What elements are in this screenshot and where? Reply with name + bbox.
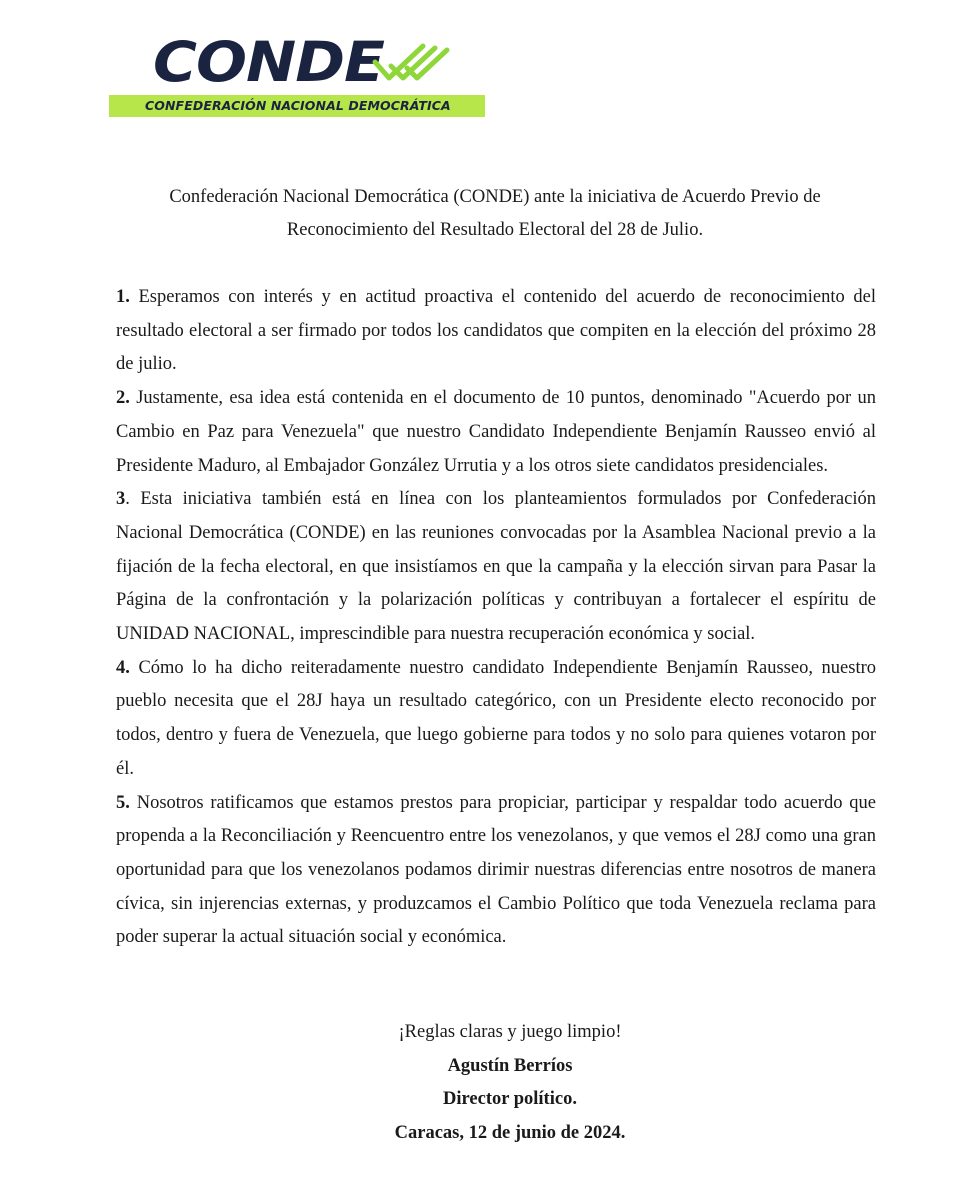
- point-text: Justamente, esa idea está contenida en el documento de 10 puntos, denominado "Acuerdo por un Cambio en Paz para Venezuela" que nuestro Candidato Independiente Benjamín Rausseo envió al Presidente Maduro, al Embajador González Urrutia y a los otros siete candidatos presidenciales.: [116, 388, 876, 476]
- double-check-icon: [371, 40, 455, 84]
- point-4: [116, 652, 876, 787]
- point-text: Cómo lo ha dicho reiteradamente nuestro candidato Independiente Benjamín Rausseo, nuestro pueblo necesita que el 28J haya un resultado categórico, con un Presidente electo reconocido por todos, dentro y fuera de Venezuela, que luego gobierne para todos y no solo para quienes votaron por él.: [116, 657, 876, 779]
- points-list: [116, 281, 876, 955]
- logo-subtitle: CONFEDERACIÓN NACIONAL DEMOCRÁTICA: [145, 98, 451, 113]
- document-heading: [100, 181, 890, 247]
- signature-block: [200, 1016, 820, 1150]
- point-text: Nosotros ratificamos que estamos prestos para propiciar, participar y respaldar todo acuerdo que propenda a la Reconciliación y Reencuentro entre los venezolanos, y que vemos el 28J como una gran oportunidad para que los venezolanos podamos dirimir nuestras diferencias entre nosotros de manera cívica, sin injerencias externas, y produzcamos el Cambio Político que toda Venezuela reclama para poder superar la actual situación social y económica.: [116, 792, 876, 948]
- heading-line-2: Reconocimiento del Resultado Electoral del 28 de Julio.: [286, 220, 704, 240]
- point-number: 3: [116, 489, 126, 510]
- point-text: Esperamos con interés y en actitud proactiva el contenido del acuerdo de reconocimiento del resultado electoral a ser firmado por todos los candidatos que compiten en la elección del próximo 28 de julio.: [116, 287, 876, 375]
- place-date: Caracas, 12 de junio de 2024.: [394, 1122, 626, 1143]
- point-number: 4.: [116, 657, 130, 678]
- point-number: 1.: [116, 287, 130, 307]
- point-2: [116, 382, 876, 483]
- conde-logo: [109, 30, 487, 118]
- point-5: [116, 787, 876, 956]
- point-number: 2.: [116, 388, 130, 409]
- point-1: [116, 281, 876, 382]
- point-3: [116, 483, 876, 652]
- point-number: 5.: [116, 792, 130, 813]
- logo-wordmark: CONDE: [153, 30, 385, 95]
- logo-subtitle-bar: [109, 95, 485, 117]
- motto: ¡Reglas claras y juego limpio!: [398, 1022, 622, 1042]
- heading-line-1: Confederación Nacional Democrática (CONDE) ante la iniciativa de Acuerdo Previo de: [169, 187, 821, 207]
- signer-name: Agustín Berríos: [447, 1055, 573, 1076]
- signer-role: Director político.: [443, 1089, 577, 1109]
- point-text: . Esta iniciativa también está en línea con los planteamientos formulados por Confederación Nacional Democrática (CONDE) en las reuniones convocadas por la Asamblea Nacional previo a la fijación de la fecha electoral, en que insistíamos en que la campaña y la elección sirvan para Pasar la Página de la confrontación y la polarización políticas y contribuyan a fortalecer el espíritu de UNIDAD NACIONAL, imprescindible para nuestra recuperación económica y social.: [116, 489, 876, 645]
